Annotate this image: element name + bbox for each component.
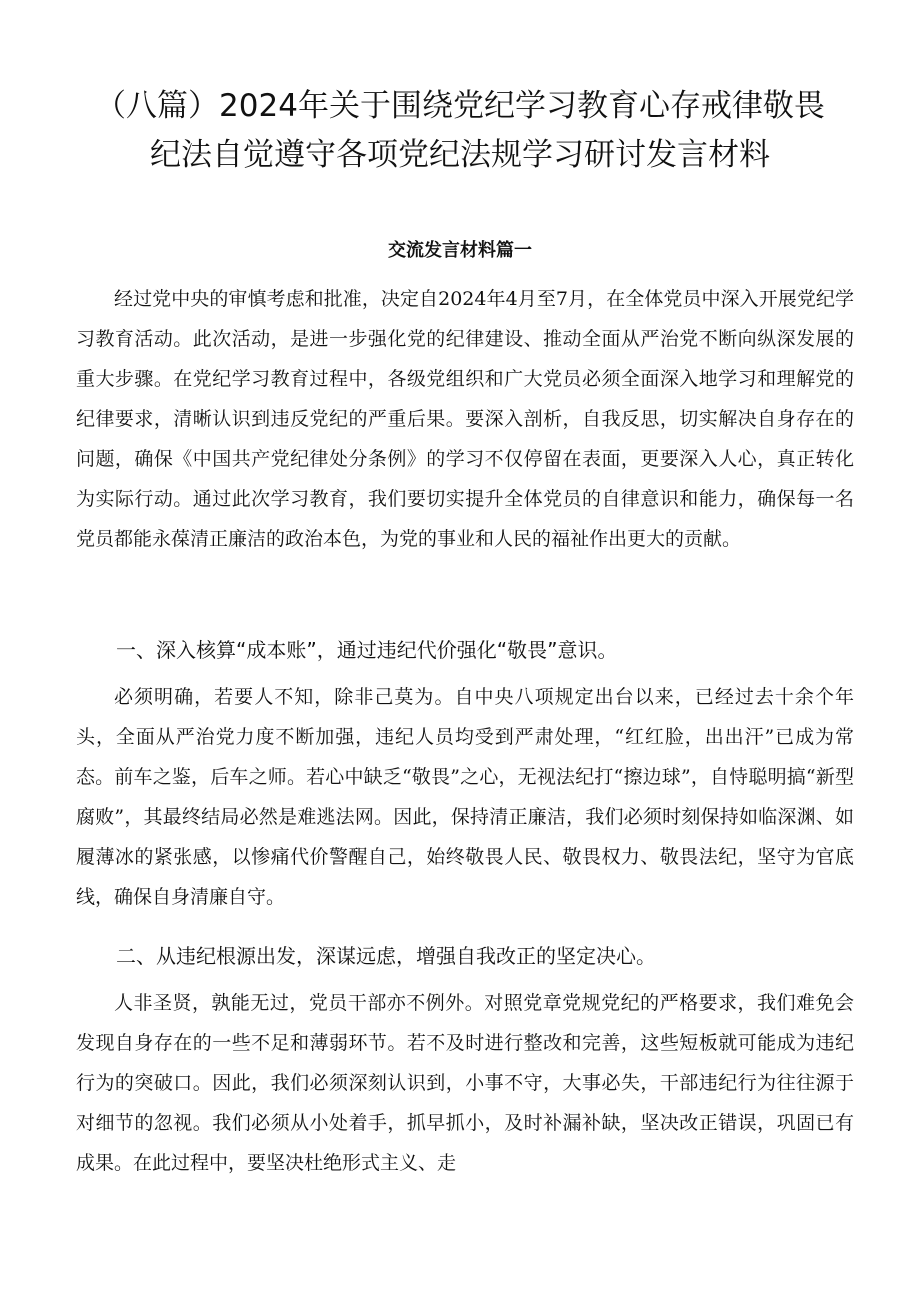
section-heading-2: 二、从违纪根源出发，深谋远虑，增强自我改正的坚定决心。 (116, 944, 656, 968)
document-title-line1: （八篇）2024年关于围绕党纪学习教育心存戒律敬畏 (95, 88, 825, 124)
paragraph-intro: 经过党中央的审慎考虑和批准，决定自2024年4月至7月，在全体党员中深入开展党纪学习教育活动。此次活动，是进一步强化党的纪律建设、推动全面从严治党不断向纵深发展的重大步骤。在党纪学习教育过程中，各级党组织和广大党员必须全面深入地学习和理解党的纪律要求，清晰认识到违反党纪的严重后果。要深入剖析，自我反思，切实解决自身存在的问题，确保《中国共产党纪律处分条例》的学习不仅停留在表面，更要深入人心，真正转化为实际行动。通过此次学习教育，我们要切实提升全体党员的自律意识和能力，确保每一名党员都能永葆清正廉洁的政治本色，为党的事业和人民的福祉作出更大的贡献。 (76, 288, 854, 550)
document-title-line2: 纪法自觉遵守各项党纪法规学习研讨发言材料 (150, 137, 770, 173)
section-heading-1: 一、深入核算“成本账”，通过违纪代价强化“敬畏”意识。 (116, 638, 618, 662)
section-subtitle: 交流发言材料篇一 (388, 240, 532, 261)
paragraph-section-2: 人非圣贤，孰能无过，党员干部亦不例外。对照党章党规党纪的严格要求，我们难免会发现自身存在的一些不足和薄弱环节。若不及时进行整改和完善，这些短板就可能成为违纪行为的突破口。因此，我们必须深刻认识到，小事不守，大事必失，干部违纪行为往往源于对细节的忽视。我们必须从小处着手，抓早抓小，及时补漏补缺，坚决改正错误，巩固已有成果。在此过程中，要坚决杜绝形式主义、走 (76, 992, 854, 1174)
paragraph-section-1: 必须明确，若要人不知，除非己莫为。自中央八项规定出台以来，已经过去十余个年头，全面从严治党力度不断加强，违纪人员均受到严肃处理，“红红脸，出出汗”已成为常态。前车之鉴，后车之师。若心中缺乏“敬畏”之心，无视法纪打“擦边球”，自恃聪明搞“新型腐败”，其最终结局必然是难逃法网。因此，保持清正廉洁，我们必须时刻保持如临深渊、如履薄冰的紧张感，以惨痛代价警醒自己，始终敬畏人民、敬畏权力、敬畏法纪，坚守为官底线，确保自身清廉自守。 (76, 686, 854, 908)
